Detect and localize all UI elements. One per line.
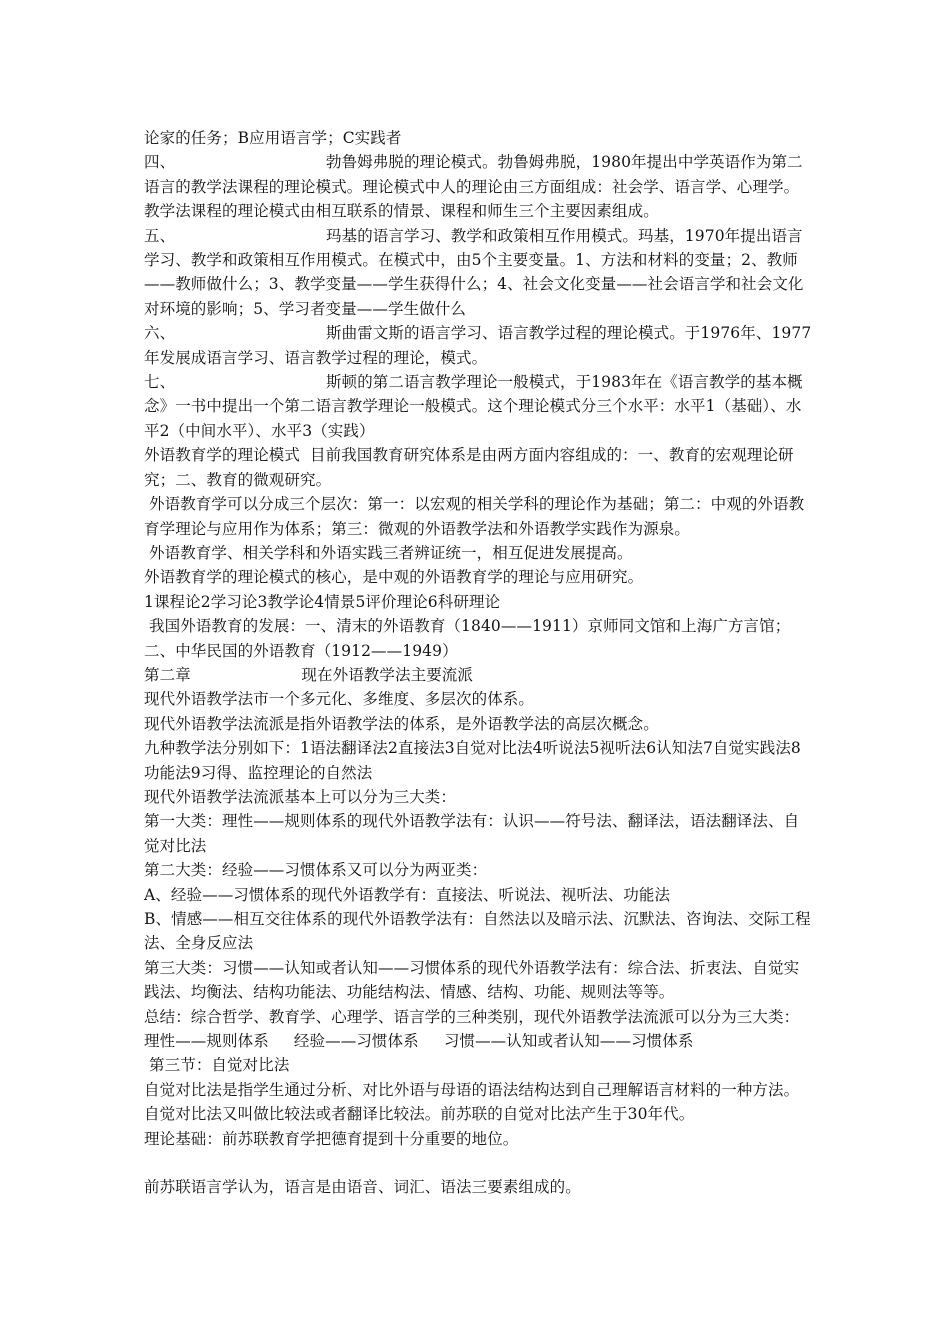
paragraph-model-4: 四、 勃鲁姆弗脱的理论模式。勃鲁姆弗脱，1980年提出中学英语作为第二语言的教学法课程的理论模式。理论模式中人的理论由三方面组成：社会学、语言学、心理学。教学法课程的理论模式由相互联系的情景、课程和师生三个主要因素组成。 [144,153,803,221]
paragraph-three-categories: 现代外语教学法流派基本上可以分为三大类： [144,787,457,806]
paragraph-category-2: 第二大类：经验——习惯体系又可以分为两亚类： [144,861,488,880]
paragraph-category-2b: B、情感——相互交往体系的现代外语教学法有：自然法以及暗示法、沉默法、咨询法、交际工程法、全身反应法 [144,910,811,953]
paragraph-dialectical-unity: 外语教育学、相关学科和外语实践三者辨证统一，相互促进发展提高。 [144,543,633,562]
paragraph-continuation: 论家的任务；B应用语言学；C实践者 [144,129,402,147]
paragraph-category-2a: A、经验——习惯体系的现代外语教学有：直接法、听说法、视听法、功能法 [144,885,671,904]
paragraph-model-7: 七、 斯顿的第二语言教学理论一般模式，于1983年在《语言教学的基本概念》一书中提出一个第二语言教学理论一般模式。这个理论模式分三个水平：水平1（基础）、水平2（中间水平）、水平3（实践） [144,373,803,440]
paragraph-linguistics: 前苏联语言学认为，语言是由语音、词汇、语法三要素组成的。 [144,1178,581,1197]
paragraph-system: 现代外语教学法市一个多元化、多维度、多层次的体系。 [144,690,535,709]
paragraph-model-5: 五、 玛基的语言学习、教学和政策相互作用模式。玛基，1970年提出语言学习、教学和政策相互作用模式。在模式中，由5个主要变量。1、方法和材料的变量；2、教师——教师做什么；3、教学变量——学生获得什么；4、社会文化变量——社会语言学和社会文化对环境的影响；5、学习者变量——学生做什么 [144,226,804,318]
blank-line [144,1151,814,1175]
paragraph-theoretical-basis: 理论基础：前苏联教育学把德育提到十分重要的地位。 [144,1129,519,1148]
paragraph-summary: 总结：综合哲学、教育学、心理学、语言学的三种类别，现代外语教学法流派可以分为三大类：理性——规则体系 经验——习惯体系 习惯——认知或者认知——习惯体系 [144,1007,800,1051]
paragraph-contrastive-method: 自觉对比法是指学生通过分析、对比外语与母语的语法结构达到自己理解语言材料的一种方法。自觉对比法又叫做比较法或者翻译比较法。前苏联的自觉对比法产生于30年代。 [144,1080,800,1124]
paragraph-core: 外语教育学的理论模式的核心，是中观的外语教育学的理论与应用研究。 [144,568,644,587]
chapter-heading: 第二章 现在外语教学法主要流派 [144,665,473,684]
paragraph-three-levels: 外语教育学可以分成三个层次：第一：以宏观的相关学科的理论作为基础；第二：中观的外语教育学理论与应用作为体系；第三：微观的外语教学法和外语教学实践作为源泉。 [144,495,805,538]
section-heading: 第三节：自觉对比法 [144,1056,290,1075]
document-body [144,126,814,1200]
paragraph-model-6: 六、 斯曲雷文斯的语言学习、语言教学过程的理论模式。于1976年、1977年发展成语言学习、语言教学过程的理论，模式。 [144,324,812,367]
paragraph-development: 我国外语教育的发展：一、清末的外语教育（1840——1911）京师同文馆和上海广方言馆；二、中华民国的外语教育（1912——1949） [144,617,791,660]
paragraph-theory-model: 外语教育学的理论模式 目前我国教育研究体系是由两方面内容组成的：一、教育的宏观理论研究；二、教育的微观研究。 [144,446,794,489]
paragraph-schools-definition: 现代外语教学法流派是指外语教学法的体系，是外语教学法的高层次概念。 [144,714,659,733]
paragraph-category-1: 第一大类：理性——规则体系的现代外语教学法有：认识——符号法、翻译法，语法翻译法、自觉对比法 [144,812,800,855]
paragraph-nine-methods: 九种教学法分别如下：1语法翻译法2直接法3自觉对比法4听说法5视听法6认知法7自觉实践法8功能法9习得、监控理论的自然法 [144,739,801,782]
paragraph-category-3: 第三大类：习惯——认知或者认知——习惯体系的现代外语教学法有：综合法、折衷法、自觉实践法、均衡法、结构功能法、功能结构法、情感、结构、功能、规则法等等。 [144,958,800,1002]
paragraph-theory-list: 1课程论2学习论3教学论4情景5评价理论6科研理论 [144,592,501,611]
